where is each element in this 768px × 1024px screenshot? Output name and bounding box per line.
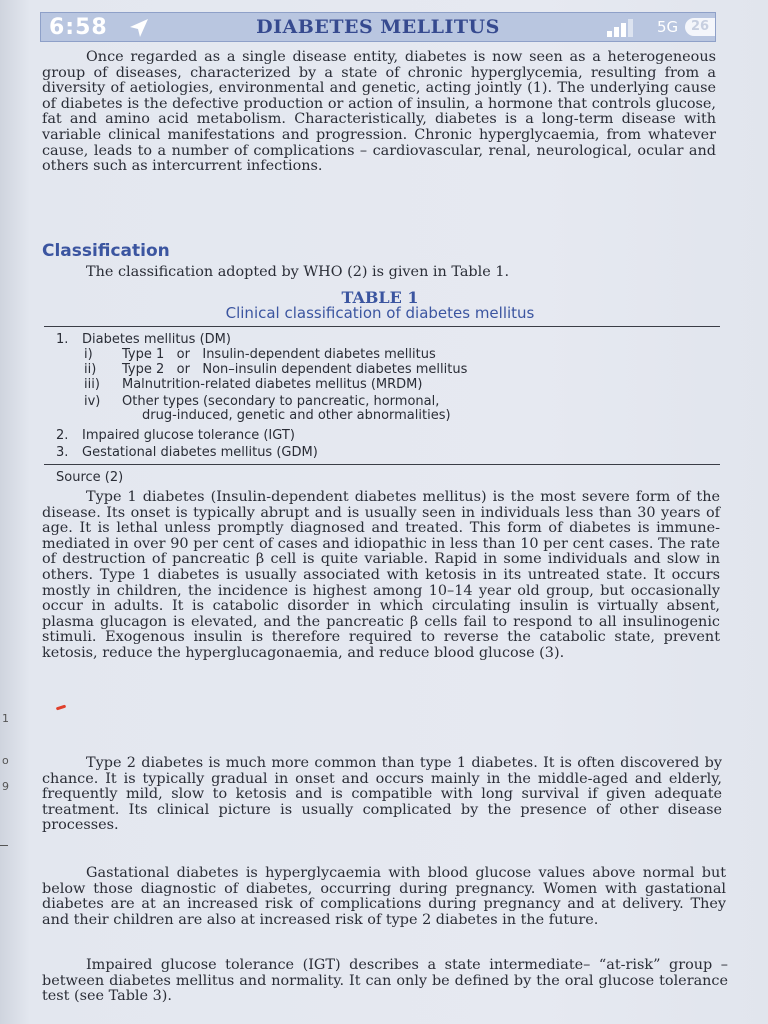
status-bar — [40, 12, 716, 42]
table-top-rule — [44, 326, 720, 327]
table-bottom-rule — [44, 464, 720, 465]
signal-bars-icon — [607, 19, 635, 37]
row-text: Impaired glucose tolerance (IGT) — [82, 428, 295, 443]
row-number: 1. — [56, 332, 69, 347]
row-number: ii) — [84, 362, 97, 377]
row-text: Malnutrition-related diabetes mellitus (MRDM) — [122, 377, 423, 392]
row-text: Gestational diabetes mellitus (GDM) — [82, 445, 318, 460]
page-header-title: DIABETES MELLITUS — [256, 16, 500, 38]
battery-icon: 26 — [685, 18, 715, 36]
table-row — [84, 348, 436, 362]
intro-paragraph: Once regarded as a single disease entity, diabetes is now seen as a heterogeneous group of diseases, characterized by a state of chronic hyperglycemia, resulting from a diversity of aetiologies, environmental and genetic, acting jointly (1). The underlying cause of diabetes is the defective production or action of insulin, a hormone that controls glucose, fat and amino acid metabolism. Characteristically, diabetes is a long-term disease with variable clinical manifestations and progression. Chronic hyperglycaemia, from whatever cause, leads to a number of complications – cardiovascular, renal, neurological, ocular and others such as intercurrent infections. — [42, 49, 716, 175]
gestational-paragraph: Gastational diabetes is hyperglycaemia with blood glucose values above normal but below those diagnostic of diabetes, occurring during pregnancy. Women with gastational diabetes are at an increased risk of complications during pregnancy and at delivery. They and their children are also at increased risk of type 2 diabetes in the future. — [42, 865, 726, 928]
network-type: 5G — [657, 18, 679, 36]
row-text: Diabetes mellitus (DM) — [82, 332, 231, 347]
table-row — [84, 395, 439, 409]
margin-rule — [0, 845, 8, 846]
table-row — [56, 446, 318, 460]
margin-mark: 1 — [2, 712, 9, 725]
row-text: Other types (secondary to pancreatic, hormonal, — [122, 394, 440, 409]
table-row — [56, 429, 295, 443]
table-row — [84, 378, 422, 392]
classification-lead: The classification adopted by WHO (2) is given in Table 1. — [86, 264, 510, 280]
table-row — [142, 409, 451, 423]
table-row — [56, 333, 231, 347]
row-number: 3. — [56, 445, 69, 460]
row-number: i) — [84, 347, 93, 362]
igt-paragraph: Impaired glucose tolerance (IGT) describes a state intermediate– “at-risk” group – between diabetes mellitus and normality. It can only be defined by the oral glucose tolerance test (see Table 3). — [42, 957, 728, 1005]
status-time: 6:58 — [49, 15, 108, 40]
table-subtitle: Clinical classification of diabetes mellitus — [225, 304, 535, 322]
type2-paragraph: Type 2 diabetes is much more common than type 1 diabetes. It is often discovered by chance. It is typically gradual in onset and occurs mainly in the middle-aged and elderly, frequently mild, slow to ketosis and is compatible with long survival if given adequate treatment. Its clinical picture is usually complicated by the presence of other disease processes. — [42, 755, 722, 834]
table-row — [84, 363, 467, 377]
margin-mark: 9 — [2, 780, 9, 793]
annotation-mark — [56, 705, 66, 711]
classification-heading: Classification — [42, 241, 170, 261]
row-text: Type 2 or Non–insulin dependent diabetes mellitus — [122, 362, 468, 377]
row-number: 2. — [56, 428, 69, 443]
row-number: iii) — [84, 377, 100, 392]
row-text: drug-induced, genetic and other abnormalities) — [142, 408, 451, 423]
row-number: iv) — [84, 394, 101, 409]
margin-mark: o — [2, 754, 9, 767]
type1-paragraph: Type 1 diabetes (Insulin-dependent diabetes mellitus) is the most severe form of the disease. Its onset is typically abrupt and is usually seen in individuals less than 30 years of age. It is lethal unless promptly diagnosed and treated. This form of diabetes is immune-mediated in over 90 per cent of cases and idiopathic in less than 10 per cent cases. The rate of destruction of pancreatic β cell is quite variable. Rapid in some individuals and slow in others. Type 1 diabetes is usually associated with ketosis in its untreated state. It occurs mostly in children, the incidence is highest among 10–14 year old group, but occasionally occur in adults. It is catabolic disorder in which circulating insulin is virtually absent, plasma glucagon is elevated, and the pancreatic β cells fail to respond to all insulinogenic stimuli. Exogenous insulin is therefore required to reverse the catabolic state, prevent ketosis, reduce the hyperglucagonaemia, and reduce blood glucose (3). — [42, 489, 720, 661]
table-title: TABLE 1 — [341, 288, 419, 307]
table-source: Source (2) — [56, 470, 124, 485]
row-text: Type 1 or Insulin-dependent diabetes mellitus — [122, 347, 436, 362]
